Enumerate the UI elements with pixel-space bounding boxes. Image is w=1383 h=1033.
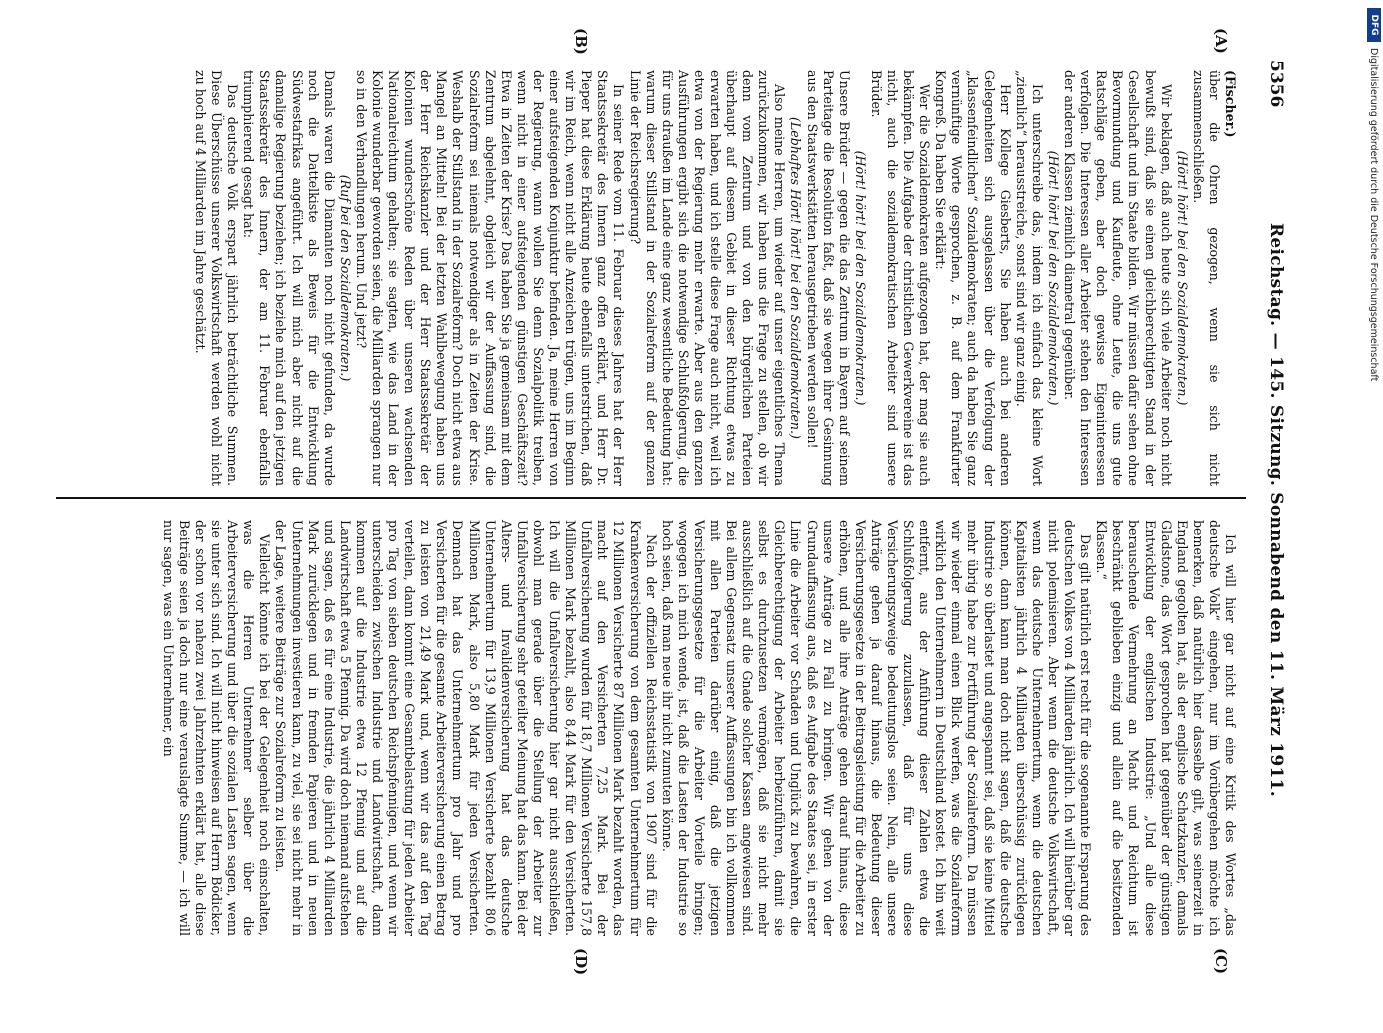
paragraph: Ich will hier gar nicht auf eine Kritik des Wortes „das deutsche Volk“ eingehen, nur im Vorübergehen möchte ich bemerken, daß natürlich hier dasselbe gilt, was seinerzeit in England gegolten hat, als der englische Schatzkanzler, damals Gladstone, das Wort gesprochen hat gegenüber der günstigen Entwicklung der englischen Industrie: „Und alle diese berauschende Vermehrung an Macht und Reichtum ist beschränkt geblieben einzig und allein auf die besitzenden Klassen.“ xyxy=(1094,520,1238,936)
paragraph: Das gilt natürlich erst recht für die sogenannte Ersparung des deutschen Volkes von 4 Milliarden jährlich. Ich will hierüber gar nicht polemisieren. Aber wenn die deutsche Volkswirtschaft, wenn das deutsche Unternehmertum, wenn die deutschen Kapitalisten jährlich 4 Milliarden überschüssig zurücklegen können, dann kann man doch nicht sagen, daß die deutsche Industrie so überlastet und angespannt sei, daß sie keine Mittel mehr übrig habe zur Fortführung der Sozialreform. Da müssen wir wieder einmal einen Blick werfen, was die Sozialreform wirklich den Unternehmern in Deutschland kostet. Ich bin weit entfernt, aus der Anführung dieser Zahlen etwa die Schlußfolgerung zuzulassen, daß für uns diese Versicherungszweige bedeutungslos seien. Nein, alle unsere Anträge gehen ja darauf hinaus, die Bedeutung dieser Versicherungsgesetze in der Beitragsleistung für die Arbeiter zu erhöhen, und alle ihre Anträge gehen darauf hinaus, diese unsere Anträge zu Fall zu bringen. Wir gehen von der Grundauffassung aus, daß es Aufgabe des Staates sei, in erster Linie die Arbeiter vor Schaden und Unglück zu bewahren, die Gleichberechtigung der Arbeiter herbeizuführen, damit sie selbst es durchzusetzen vermögen, daß sie nicht mehr ausschließlich auf die Gnade solcher Kassen angewiesen sind. Bei allem Gegensatz unserer Auffassungen bin ich vollkommen mit allen Parteien darüber einig, daß die jetzigen Versicherungsgesetze für die Arbeiter Vorteile bringen; wogegen ich mich wende, ist, daß die Lasten der Industrie so hoch seien, daß man neue ihr nicht zumuten könne. xyxy=(659,520,1094,936)
quote: Das deutsche Volk erspart jährlich beträchtliche Summen. Diese Überschüsse unserer Volkswirtschaft werden wohl nicht zu hoch auf 4 Milliarden im Jahre geschätzt. xyxy=(193,70,241,486)
paragraph: Unsere Brüder — gegen die das Zentrum in Bayern auf seinem Parteitage die Resolution faßt, daß sie wegen ihrer Gesinnung aus den Staatswerkstätten herausgetrieben werden sollen! xyxy=(804,70,852,486)
marker-b: (B) xyxy=(572,28,590,55)
paragraph: Wir beklagen, daß auch heute sich viele Arbeiter noch nicht bewußt sind, daß sie einen gleichberechtigten Stand in der Gesellschaft und im Staate bilden. Wir müssen dafür sehen ohne Bevormundung und Kaufleute, ohne Leute, die uns gute Ratschläge geben, aber doch gewisse Eigeninteressen verfolgen. Die Interessen aller Arbeiter stehen den Interessen der anderen Klassen ziemlich diametral gegenüber. xyxy=(1062,70,1174,486)
credit-text: Digitalisierung gefördert durch die Deutsche Forschungsgemeinschaft xyxy=(1368,48,1379,382)
paragraph: In seiner Rede vom 11. Februar dieses Jahres hat der Herr Staatssekretär des Innern ganz offen erklärt, und Herr Dr. Pieper hat diese Erklärung heute ebenfalls unterstrichen, daß wir im Reich, wenn nicht alle Anzeichen trügen, uns im Beginn einer aufsteigenden Konjunktur befinden. Ja, meine Herren von der Regierung, wann wollen Sie denn Sozialpolitik treiben, wenn nicht in einer aufsteigenden günstigen Geschäftszeit? Etwa in Zeiten der Krise? Das haben Sie ja gemeinsam mit dem Zentrum abgelehnt, obgleich wir der Auffassung sind, die Sozialreform sei niemals notwendiger als in Zeiten der Krise. Weshalb der Stillstand in der Sozialreform? Doch nicht etwa aus Mangel an Mitteln! Bei der letzten Wahlbewegung haben uns der Herr Reichskanzler und der Herr Staatssekretär der Kolonien wunderschöne Reden über unseren wachsenden Nationalreichtum gehalten; sie sagten, wie das Land in der Kolonie wunderbar geworden seien, die Milliarden sprangen nur so in den Verhandlungen herum. Und jetzt? xyxy=(353,70,627,486)
interjection: (Hört! hört! bei den Sozialdemokraten.) xyxy=(1174,150,1190,406)
quote: Wer die Sozialdemokraten aufgezogen hat, der mag sie auch bekämpfen. Die Aufgabe der christlichen Gewerkvereine ist das nicht, auch die sozialdemokratischen Arbeiter sind unsere Brüder. xyxy=(868,70,933,486)
paragraph: Herr Kollege Giesberts, Sie haben auch bei anderen Gelegenheiten sich ausgelassen über die Verfolgung der „klassenfeindlichen“ Sozialdemokraten; auch da haben Sie ganz vernünftige Worte gesprochen, z. B. auf dem Frankfurter Kongreß. Da haben Sie erklärt: xyxy=(933,70,1013,486)
interjection: (Hört! hört! bei den Sozialdemokraten.) xyxy=(1045,150,1061,406)
digitization-credit xyxy=(1364,8,1382,993)
right-column xyxy=(160,520,1238,936)
page-header xyxy=(1252,60,1292,960)
marker-d: (D) xyxy=(572,948,590,976)
interjection: (Lebhaftes Hört! hört! bei den Sozialdemokraten.) xyxy=(788,117,804,439)
left-column xyxy=(192,70,1238,486)
page-number: 5356 xyxy=(1266,60,1286,108)
paragraph: über die Ohren gezogen, wenn sie sich nicht zusammenschließen. xyxy=(1190,70,1222,486)
paragraph: Ich unterschreibe das, indem ich einfach das kleine Wort „ziemlich“ herausstreiche, sonst sind wir ganz einig. xyxy=(1013,70,1045,486)
page-title: Reichstag. — 145. Sitzung. Sonnabend den 11. März 1911. xyxy=(1266,223,1286,797)
paragraph: Nach der offiziellen Reichsstatistik von 1907 sind für die Krankenversicherung von dem gesamten Unternehmertum für 12 Millionen Versicherte 87 Millionen Mark bezahlt worden, das macht auf den Versicherten 7,25 Mark. Bei der Unfallversicherung wurden für 18,7 Millionen Versicherte 157,8 Millionen Mark bezahlt, also 8,44 Mark für den Versicherten. Ich will die Unfallversicherung hier gar nicht ausschließen, obwohl man gerade über die Stellung der Arbeiter zur Unfallversicherung sehr geteilter Meinung hat das kann. Bei der Alters- und Invalidenversicherung hat das deutsche Unternehmertum für 13,9 Millionen Versicherte bezahlt 80,6 Millionen Mark, also 5,80 Mark für jeden Versicherten. Demnach hat das Unternehmertum pro Jahr und pro Versicherten für die gesamte Arbeiterversicherung einen Betrag zu leisten von 21,49 Mark und, wenn wir das auf den Tag verteilen, dann kommt eine Gesamtbelastung für jeden Arbeiter pro Tag von sieben deutschen Reichspfennigen, und wenn wir unterscheiden zwischen Industrie und Landwirtschaft, dann kommen auf die Industrie etwa 12 Pfennig und auf die Landwirtschaft etwa 5 Pfennig. Da wird doch niemand aufstehen und sagen, daß es für eine Industrie, die jährlich 4 Milliarden Mark zurücklegen und in fremden Papieren und in neuen Unternehmungen investieren kann, zu viel, sie sei nicht mehr in der Lage, weitere Beiträge zur Sozialreform zu leisten. xyxy=(273,520,659,936)
paragraph: Vielleicht könnte ich bei der Gelegenheit noch einschalten, was die Herren Unternehmer selber über die Arbeiterversicherung und über die sozialen Lasten sagen, wenn sie unter sich sind. Ich will nicht hinweisen auf Herrn Bödicker, der schon vor nahezu zwei Jahrzehnten erklärt hat, alle diese Beiträge seien ja doch nur eine verauslagte Summe, — ich will nur sagen, was ein Unternehmer, ein xyxy=(160,520,273,936)
rotated-page xyxy=(10,0,1310,1000)
column-divider xyxy=(56,497,1246,499)
paragraph: Also meine Herren, um wieder auf unser eigentliches Thema zurückzukommen, wir haben uns die Frage zu stellen, ob wir denn vom Zentrum und von den bürgerlichen Parteien überhaupt auf diesem Gebiet in dieser Richtung etwas zu erwarten haben, und ich stelle diese Frage auch nicht, weil ich etwa von der Regierung mehr erwarte. Aber aus den ganzen Ausführungen ergibt sich die notwendige Schlußfolgerung, die für uns draußen im Lande eine ganz wesentliche Bedeutung hat: warum dieser Stillstand in der Sozialreform auf der ganzen Linie der Reichsregierung? xyxy=(627,70,788,486)
paragraph: Damals waren die Diamanten noch nicht gefunden, da wurde noch die Dattelkiste als Beweis für die Entwicklung Südwestafrikas angeführt. Ich will mich aber nicht auf die damalige Regierung beziehen; ich beziehe mich auf den jetzigen Staatssekretär des Innern, der am 11. Februar ebenfalls triumphierend gesagt hat: xyxy=(241,70,337,486)
marker-c: (C) xyxy=(1212,948,1230,975)
interjection: (Ruf bei den Sozialdemokraten.) xyxy=(337,174,353,382)
speaker-name: (Fischer.) xyxy=(1223,70,1238,138)
marker-a: (A) xyxy=(1212,28,1230,54)
interjection: (Hört! hört! bei den Sozialdemokraten.) xyxy=(852,150,868,406)
dfg-logo-text: DFG xyxy=(1369,14,1379,36)
